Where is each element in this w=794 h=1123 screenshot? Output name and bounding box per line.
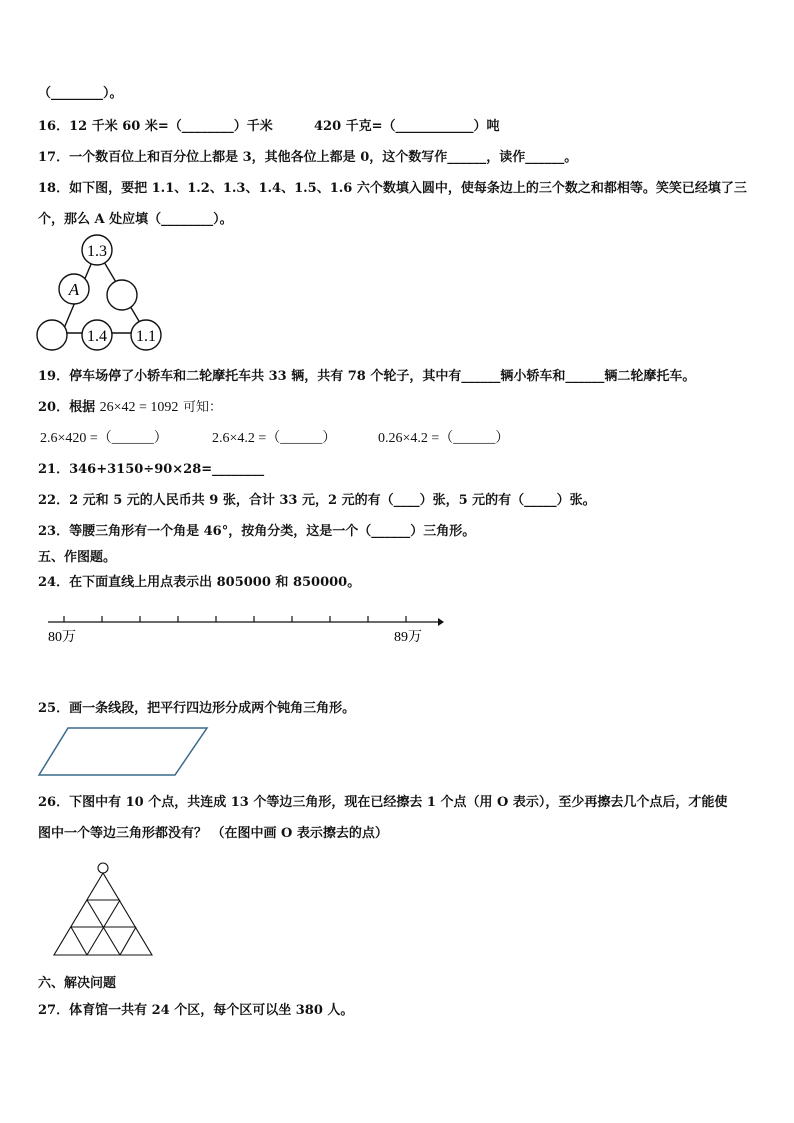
q20-equation: 26×42 = 1092 [99, 400, 179, 415]
q25-parallelogram [36, 724, 212, 780]
number-line-start-label: 80万 [48, 630, 76, 645]
q17: 17．一个数百位上和百分位上都是 3，其他各位上都是 0，这个数写作______，读作______。 [38, 150, 578, 165]
section-6-heading: 六、解决问题 [38, 976, 117, 991]
q24-number-line [40, 608, 450, 650]
number-line-end-label: 89万 [394, 630, 422, 645]
circle-bottom-mid-label: 1.4 [87, 328, 107, 345]
q20-prefix: 20．根据 [38, 400, 96, 415]
q22: 22．2 元和 5 元的人民币共 9 张，合计 33 元，2 元的有（____）张，5 元的有（_____）张。 [38, 493, 596, 508]
q27: 27．体育馆一共有 24 个区，每个区可以坐 380 人。 [38, 1003, 354, 1018]
q26-line1: 26．下图中有 10 个点，共连成 13 个等边三角形，现在已经擦去 1 个点（用 O 表示），至少再擦去几个点后，才能使 [38, 795, 728, 810]
q20-tail: 可知： [182, 400, 222, 415]
circle-bottom-right-label: 1.1 [136, 328, 156, 345]
q25: 25．画一条线段，把平行四边形分成两个钝角三角形。 [38, 701, 356, 716]
q20-expr-2: 2.6×4.2 =（______） [212, 431, 337, 446]
erased-point-circle [98, 863, 108, 873]
q20-expr-3: 0.26×4.2 =（______） [378, 431, 510, 446]
q18-circle-triangle-figure [34, 234, 164, 354]
q16-part-a: 16．12 千米 60 米=（________）千米 [38, 119, 273, 134]
q16-part-b: 420 千克=（____________）吨 [314, 119, 500, 134]
q18-line1: 18．如下图，要把 1.1、1.2、1.3、1.4、1.5、1.6 六个数填入圆中，使每条边上的三个数之和都相等。笑笑已经填了三 [38, 181, 747, 196]
section-5-heading: 五、作图题。 [38, 550, 117, 565]
q23: 23．等腰三角形有一个角是 46°，按角分类，这是一个（______）三角形。 [38, 524, 476, 539]
circle-top-label: 1.3 [87, 243, 107, 260]
circle-a-label: A [68, 280, 80, 299]
q26-line2: 图中一个等边三角形都没有？ （在图中画 O 表示擦去的点） [38, 826, 388, 841]
q18-line2: 个，那么 A 处应填（________）。 [38, 212, 233, 227]
q15-continuation: （________）。 [38, 86, 123, 101]
q20-expr-1: 2.6×420 =（______） [40, 431, 168, 446]
q24: 24．在下面直线上用点表示出 805000 和 850000。 [38, 575, 361, 590]
q20-line1 [38, 396, 222, 416]
q19: 19．停车场停了小轿车和二轮摩托车共 33 辆，共有 78 个轮子，其中有______辆小轿车和______辆二轮摩托车。 [38, 369, 696, 384]
q26-triangle-grid [48, 857, 160, 959]
q21: 21．346+3150÷90×28=________ [38, 462, 265, 477]
